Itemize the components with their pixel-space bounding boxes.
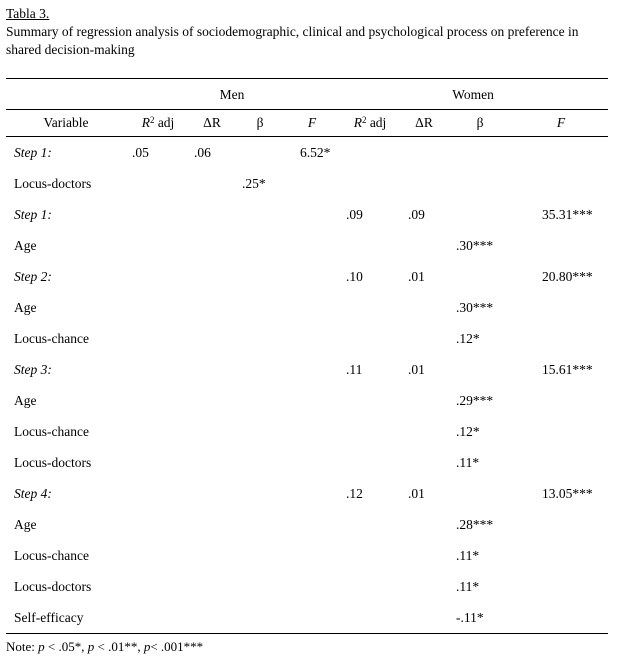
table-row <box>6 385 608 416</box>
document-page <box>6 5 610 655</box>
cell-women-dr: .01 <box>408 485 425 501</box>
col-women-f: F <box>514 110 608 137</box>
cell-women-b: .30*** <box>456 299 494 315</box>
cell-women-f <box>514 292 608 323</box>
row-variable: Age <box>14 392 37 408</box>
cell-men-b <box>234 137 286 169</box>
table-label: Tabla 3. <box>6 6 50 21</box>
cell-men-b <box>234 540 286 571</box>
cell-men-f <box>286 571 338 602</box>
cell-women-b: .12* <box>456 423 480 439</box>
cell-men-dr: .06 <box>194 144 211 160</box>
cell-women-r2 <box>338 137 402 169</box>
cell-men-f <box>286 230 338 261</box>
cell-men-r2 <box>126 230 190 261</box>
row-variable: Self-efficacy <box>6 602 126 634</box>
cell-women-dr <box>402 571 446 602</box>
group-header-row <box>6 79 608 110</box>
cell-men-dr <box>190 230 234 261</box>
cell-women-dr <box>402 168 446 199</box>
cell-women-dr <box>402 416 446 447</box>
cell-women-b <box>446 168 514 199</box>
col-women-beta: β <box>446 110 514 137</box>
cell-men-b <box>234 571 286 602</box>
group-women: Women <box>338 79 608 110</box>
row-variable: Locus-doctors <box>14 175 92 191</box>
cell-men-r2: .05 <box>132 144 149 160</box>
cell-women-r2: .12 <box>346 485 363 501</box>
table-row <box>6 230 608 261</box>
cell-men-r2 <box>126 385 190 416</box>
col-men-delta-r: ΔR <box>190 110 234 137</box>
cell-men-r2 <box>126 602 190 634</box>
table-note: Note: p < .05*, p < .01**, p< .001*** <box>6 639 204 654</box>
cell-men-r2 <box>126 416 190 447</box>
col-variable: Variable <box>6 110 126 137</box>
cell-women-b: .12* <box>456 330 480 346</box>
cell-women-b: .11* <box>456 547 480 563</box>
cell-women-f <box>514 571 608 602</box>
row-variable: Locus-doctors <box>14 578 92 594</box>
regression-table <box>6 78 608 634</box>
cell-men-b <box>234 478 286 509</box>
table-caption: Summary of regression analysis of sociodemographic, clinical and psychological process on preference in shared decision-making <box>6 24 579 57</box>
row-variable: Step 3: <box>14 361 52 377</box>
row-variable: Step 2: <box>14 268 52 284</box>
cell-women-b <box>446 199 514 230</box>
cell-women-f <box>514 230 608 261</box>
cell-men-r2 <box>126 540 190 571</box>
row-variable: Step 1: <box>14 144 52 160</box>
table-row <box>6 447 608 478</box>
cell-men-r2 <box>126 571 190 602</box>
cell-men-r2 <box>126 509 190 540</box>
cell-women-f: 20.80*** <box>542 268 593 284</box>
cell-women-r2 <box>338 323 402 354</box>
cell-men-dr <box>190 416 234 447</box>
cell-men-r2 <box>126 292 190 323</box>
cell-men-b: .25* <box>242 175 266 191</box>
cell-men-dr <box>190 261 234 292</box>
table-row <box>6 323 608 354</box>
row-variable: Step 1: <box>14 206 52 222</box>
cell-women-dr: .09 <box>408 206 425 222</box>
cell-men-b <box>234 199 286 230</box>
cell-men-f <box>286 540 338 571</box>
cell-women-r2 <box>338 447 402 478</box>
table-row <box>6 509 608 540</box>
cell-women-f <box>514 416 608 447</box>
cell-women-f: 15.61*** <box>542 361 593 377</box>
cell-women-dr <box>402 292 446 323</box>
cell-men-dr <box>190 323 234 354</box>
cell-men-b <box>234 261 286 292</box>
cell-women-r2 <box>338 602 402 634</box>
cell-women-b: .29*** <box>456 392 494 408</box>
cell-women-b: .11* <box>456 454 480 470</box>
cell-men-f <box>286 323 338 354</box>
table-row <box>6 354 608 385</box>
cell-women-r2: .10 <box>346 268 363 284</box>
table-row <box>6 478 608 509</box>
cell-men-f <box>286 509 338 540</box>
col-men-f: F <box>286 110 338 137</box>
cell-men-b <box>234 416 286 447</box>
cell-men-r2 <box>126 478 190 509</box>
cell-men-dr <box>190 292 234 323</box>
table-row <box>6 137 608 169</box>
cell-men-f <box>286 199 338 230</box>
cell-women-r2: .09 <box>346 206 363 222</box>
group-men: Men <box>126 79 338 110</box>
cell-women-f <box>514 323 608 354</box>
cell-men-r2 <box>126 447 190 478</box>
cell-women-dr <box>402 540 446 571</box>
row-variable: Locus-chance <box>14 547 89 563</box>
col-men-beta: β <box>234 110 286 137</box>
cell-men-dr <box>190 385 234 416</box>
cell-women-r2 <box>338 385 402 416</box>
row-variable: Age <box>14 516 37 532</box>
cell-women-b <box>446 137 514 169</box>
cell-men-r2 <box>126 354 190 385</box>
cell-women-r2 <box>338 416 402 447</box>
cell-women-f: 35.31*** <box>542 206 593 222</box>
cell-women-b: .28*** <box>456 516 494 532</box>
cell-men-b <box>234 385 286 416</box>
table-row <box>6 540 608 571</box>
cell-men-b <box>234 509 286 540</box>
cell-women-dr <box>402 509 446 540</box>
cell-men-b <box>234 447 286 478</box>
cell-women-r2 <box>338 509 402 540</box>
cell-women-r2 <box>338 168 402 199</box>
cell-women-f: 13.05*** <box>542 485 593 501</box>
col-women-delta-r: ΔR <box>402 110 446 137</box>
row-variable: Age <box>14 299 37 315</box>
cell-men-r2 <box>126 261 190 292</box>
cell-men-dr <box>190 509 234 540</box>
cell-men-f <box>286 354 338 385</box>
cell-women-b <box>446 354 514 385</box>
table-row <box>6 292 608 323</box>
cell-men-dr <box>190 602 234 634</box>
cell-women-r2 <box>338 230 402 261</box>
cell-women-f <box>514 447 608 478</box>
cell-men-dr <box>190 447 234 478</box>
cell-women-r2 <box>338 540 402 571</box>
row-variable: Step 4: <box>14 485 52 501</box>
cell-men-f: 6.52* <box>300 144 331 160</box>
table-row <box>6 416 608 447</box>
cell-men-dr <box>190 199 234 230</box>
table-row <box>6 571 608 602</box>
cell-men-dr <box>190 354 234 385</box>
table-row <box>6 261 608 292</box>
cell-men-r2 <box>126 168 190 199</box>
cell-men-b <box>234 354 286 385</box>
cell-men-b <box>234 292 286 323</box>
cell-men-f <box>286 292 338 323</box>
cell-women-f <box>514 602 608 634</box>
cell-men-r2 <box>126 199 190 230</box>
cell-men-dr <box>190 478 234 509</box>
table-row <box>6 602 608 634</box>
cell-women-r2 <box>338 292 402 323</box>
cell-men-f <box>286 168 338 199</box>
cell-women-b: .30*** <box>456 237 494 253</box>
cell-women-b: .11* <box>456 578 480 594</box>
cell-men-dr <box>190 571 234 602</box>
cell-men-dr <box>190 540 234 571</box>
cell-women-f <box>514 137 608 169</box>
cell-women-dr: .01 <box>408 361 425 377</box>
row-variable: Age <box>14 237 37 253</box>
table-row <box>6 168 608 199</box>
cell-women-f <box>514 385 608 416</box>
cell-men-f <box>286 478 338 509</box>
cell-women-dr <box>402 230 446 261</box>
cell-men-b <box>234 323 286 354</box>
row-variable: Locus-chance <box>14 330 89 346</box>
column-header-row <box>6 110 608 137</box>
cell-women-dr: .01 <box>408 268 425 284</box>
cell-women-f <box>514 540 608 571</box>
col-women-r2: $R^2$ adj <box>338 110 402 137</box>
cell-women-r2 <box>338 571 402 602</box>
cell-men-f <box>286 261 338 292</box>
cell-women-dr <box>402 385 446 416</box>
cell-men-b <box>234 230 286 261</box>
table-row <box>6 199 608 230</box>
col-men-r2: $R^2$ adj <box>126 110 190 137</box>
cell-women-dr <box>402 447 446 478</box>
cell-men-f <box>286 416 338 447</box>
cell-men-f <box>286 447 338 478</box>
cell-women-b <box>446 261 514 292</box>
cell-men-dr <box>190 168 234 199</box>
cell-women-dr <box>402 323 446 354</box>
cell-men-b <box>234 602 286 634</box>
cell-women-dr <box>402 137 446 169</box>
cell-women-r2: .11 <box>346 361 363 377</box>
cell-men-f <box>286 385 338 416</box>
row-variable: Locus-doctors <box>14 454 92 470</box>
row-variable: Locus-chance <box>14 423 89 439</box>
cell-women-b <box>446 478 514 509</box>
cell-women-f <box>514 168 608 199</box>
cell-men-r2 <box>126 323 190 354</box>
cell-women-f <box>514 509 608 540</box>
cell-women-dr <box>402 602 446 634</box>
cell-men-f <box>286 602 338 634</box>
cell-women-b: -.11* <box>446 602 514 634</box>
